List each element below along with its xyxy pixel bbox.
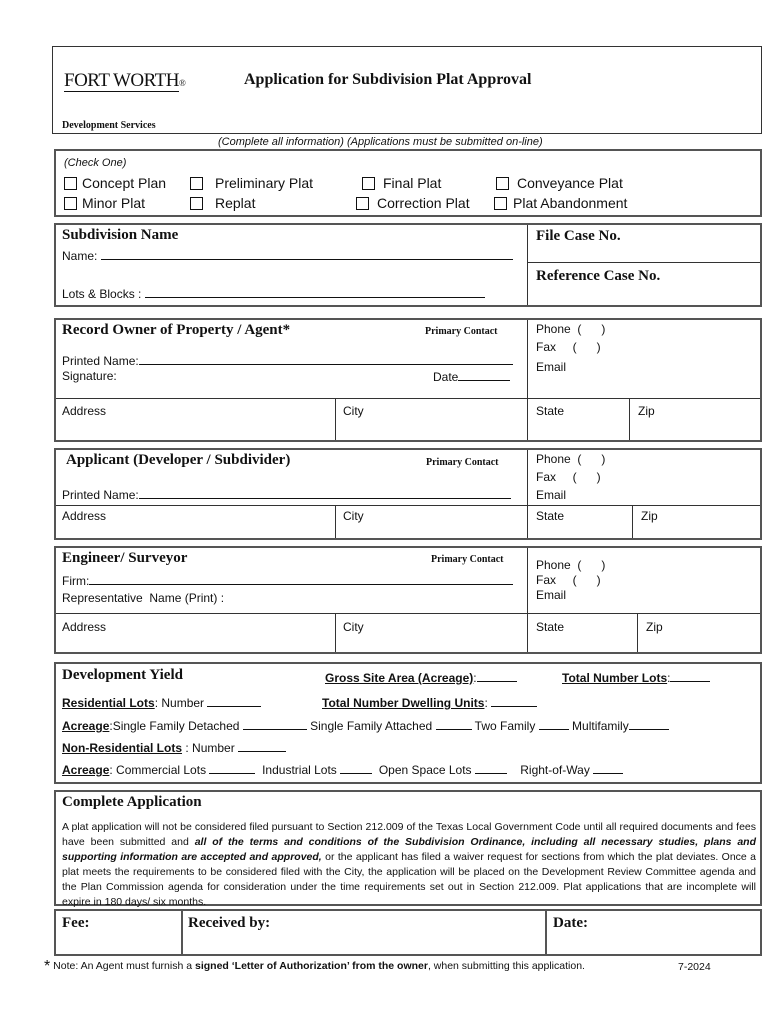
checkbox-concept-plan[interactable]: Concept Plan	[64, 175, 166, 191]
checkbox-icon	[64, 177, 77, 190]
checkbox-correction-plat[interactable]: Correction Plat	[356, 195, 470, 211]
open-space-input[interactable]	[475, 762, 507, 774]
owner-email-field[interactable]: Email	[536, 360, 567, 374]
gross-site-area-field[interactable]: Gross Site Area (Acreage):	[325, 670, 517, 685]
sf-detached-input[interactable]	[243, 718, 307, 730]
owner-date-field[interactable]: Date	[433, 369, 510, 384]
applicant-zip-field[interactable]: Zip	[641, 509, 658, 523]
owner-zip-field[interactable]: Zip	[638, 404, 655, 418]
checkbox-icon	[64, 197, 77, 210]
received-by-label: Received by:	[188, 915, 271, 931]
engineer-city-field[interactable]: City	[343, 620, 364, 634]
checkbox-icon	[494, 197, 507, 210]
lots-blocks-field[interactable]: Lots & Blocks :	[62, 286, 485, 301]
file-case-label: File Case No.	[536, 228, 621, 244]
subdivision-heading: Subdivision Name	[62, 227, 179, 243]
checkbox-conveyance-plat[interactable]: Conveyance Plat	[496, 175, 623, 191]
owner-signature-label: Signature:	[62, 369, 117, 383]
industrial-input[interactable]	[340, 762, 372, 774]
acreage-nonresidential-row: Acreage: Commercial Lots Industrial Lots Open Space Lots Right-of-Way	[62, 762, 623, 777]
engineer-email-field[interactable]: Email	[536, 588, 567, 602]
checkbox-preliminary-plat[interactable]: Preliminary Plat	[190, 175, 313, 191]
engineer-address-field[interactable]: Address	[62, 620, 107, 634]
engineer-heading: Engineer/ Surveyor	[62, 550, 188, 566]
applicant-printed-name-field[interactable]: Printed Name:	[62, 487, 511, 502]
form-version: 7-2024	[678, 961, 711, 973]
applicant-heading: Applicant (Developer / Subdivider)	[66, 452, 291, 468]
checkbox-icon	[362, 177, 375, 190]
owner-primary-contact: Primary Contact	[425, 326, 498, 337]
department-label: Development Services	[62, 120, 156, 131]
checkbox-minor-plat[interactable]: Minor Plat	[64, 195, 145, 211]
owner-fax-field[interactable]: Fax ( )	[536, 340, 601, 354]
footnote-star: *	[44, 958, 51, 975]
owner-printed-name-field[interactable]: Printed Name:	[62, 353, 513, 368]
sf-attached-input[interactable]	[436, 718, 472, 730]
applicant-email-field[interactable]: Email	[536, 488, 567, 502]
yield-heading: Development Yield	[62, 667, 183, 683]
residential-lots-field[interactable]: Residential Lots: Number	[62, 695, 261, 710]
owner-city-field[interactable]: City	[343, 404, 364, 418]
fee-label: Fee:	[62, 915, 90, 931]
nonresidential-lots-field[interactable]: Non-Residential Lots : Number	[62, 740, 286, 755]
total-lots-field[interactable]: Total Number Lots:	[562, 670, 710, 685]
owner-heading: Record Owner of Property / Agent*	[62, 322, 291, 338]
applicant-state-field[interactable]: State	[536, 509, 565, 523]
checkbox-icon	[496, 177, 509, 190]
logo: FORT WORTH®	[64, 70, 186, 91]
complete-application-heading: Complete Application	[62, 794, 202, 810]
two-family-input[interactable]	[539, 718, 569, 730]
check-one-label: (Check One)	[64, 157, 127, 169]
engineer-zip-field[interactable]: Zip	[646, 620, 663, 634]
owner-phone-field[interactable]: Phone ( )	[536, 322, 606, 336]
engineer-phone-field[interactable]: Phone ( )	[536, 558, 606, 572]
commercial-input[interactable]	[209, 762, 255, 774]
owner-state-field[interactable]: State	[536, 404, 565, 418]
applicant-phone-field[interactable]: Phone ( )	[536, 452, 606, 466]
checkbox-replat[interactable]: Replat	[190, 195, 255, 211]
reference-case-label: Reference Case No.	[536, 268, 661, 284]
right-of-way-input[interactable]	[593, 762, 623, 774]
date-label: Date:	[553, 915, 588, 931]
checkbox-plat-abandonment[interactable]: Plat Abandonment	[494, 195, 627, 211]
applicant-fax-field[interactable]: Fax ( )	[536, 470, 601, 484]
owner-address-field[interactable]: Address	[62, 404, 107, 418]
engineer-fax-field[interactable]: Fax ( )	[536, 573, 601, 587]
checkbox-final-plat[interactable]: Final Plat	[362, 175, 441, 191]
applicant-primary-contact: Primary Contact	[426, 457, 499, 468]
engineer-primary-contact: Primary Contact	[431, 554, 504, 565]
dwelling-units-field[interactable]: Total Number Dwelling Units:	[322, 695, 537, 710]
applicant-address-field[interactable]: Address	[62, 509, 107, 523]
complete-application-text: A plat application will not be considered filed pursuant to Section 212.009 of the Texas Local Government Code until all required documents and fees have been submitted and all of the terms and conditions of the Subdivision Ordinance, including all necessary studies, plans and supporting information are accepted and approved, or the applicant has filed a waiver request for sections from which the plat deviates. Once a plat meets the requirements to be considered filed with the City, the application will be placed on the Development Review Committee agenda and the Plan Commission agenda for consideration under the time requirements set out in Section 212.009. Plat applications that are incomplete will expire in 180 days/ six months.	[62, 821, 757, 908]
page-title: Application for Subdivision Plat Approval	[244, 71, 532, 88]
multifamily-input[interactable]	[629, 718, 669, 730]
checkbox-icon	[190, 177, 203, 190]
checkbox-icon	[190, 197, 203, 210]
checkbox-icon	[356, 197, 369, 210]
fee-row	[54, 909, 762, 956]
logo-text: FORT WORTH	[64, 70, 180, 91]
footnote: * Note: An Agent must furnish a signed ‘Letter of Authorization’ from the owner, when submitting this application.	[44, 958, 585, 975]
engineer-rep-name-field[interactable]: Representative Name (Print) :	[62, 591, 225, 605]
acreage-residential-row: Acreage:Single Family Detached Single Family Attached Two Family Multifamily	[62, 718, 669, 733]
instructions-text: (Complete all information) (Applications must be submitted on-line)	[218, 136, 543, 148]
subdivision-name-field[interactable]: Name:	[62, 248, 513, 263]
engineer-firm-field[interactable]: Firm:	[62, 573, 513, 588]
applicant-city-field[interactable]: City	[343, 509, 364, 523]
engineer-state-field[interactable]: State	[536, 620, 565, 634]
